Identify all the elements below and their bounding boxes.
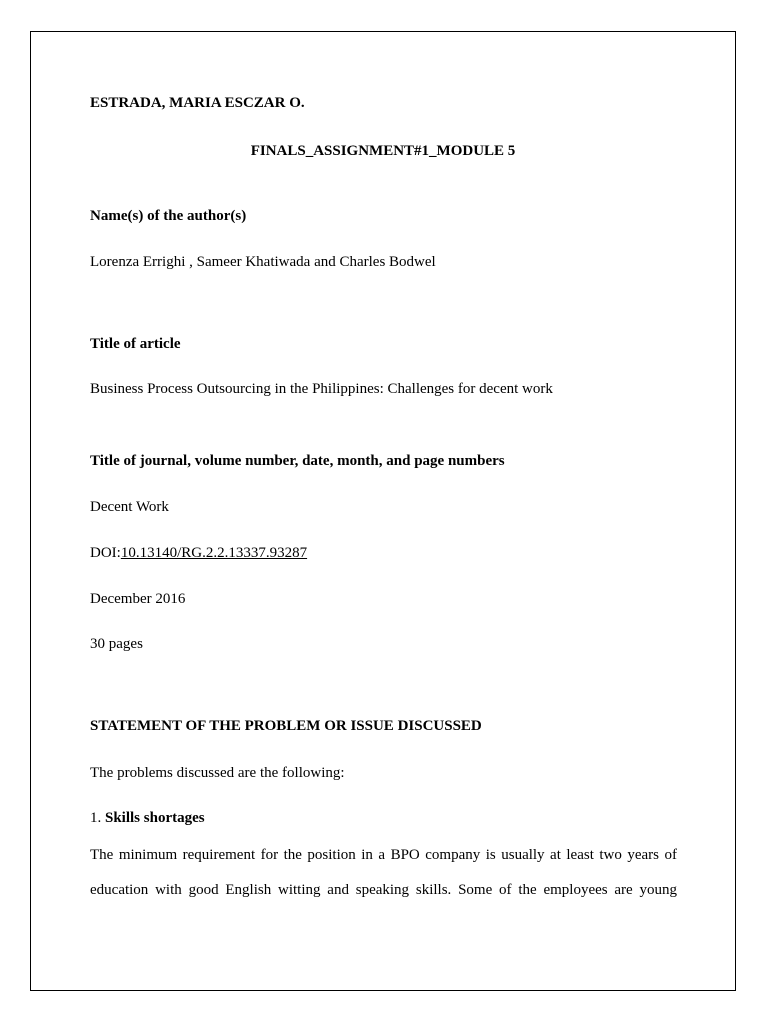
page-count: 30 pages: [90, 636, 143, 652]
article-title-heading: Title of article: [90, 336, 181, 352]
problem-heading: STATEMENT OF THE PROBLEM OR ISSUE DISCUSSED: [90, 718, 482, 734]
journal-name: Decent Work: [90, 499, 169, 515]
publication-date: December 2016: [90, 591, 186, 607]
list-item-title: Skills shortages: [105, 810, 205, 826]
doi-link[interactable]: 10.13140/RG.2.2.13337.93287: [120, 545, 308, 561]
doi-prefix: DOI:: [90, 545, 121, 561]
article-title-value: Business Process Outsourcing in the Philippines: Challenges for decent work: [90, 381, 553, 397]
list-item-number: 1.: [90, 810, 102, 826]
paragraph-line: education with good English witting and speaking skills. Some of the employees are young: [90, 882, 677, 898]
assignment-title: FINALS_ASSIGNMENT#1_MODULE 5: [250, 143, 516, 159]
authors-heading: Name(s) of the author(s): [90, 208, 247, 224]
paragraph-line: The minimum requirement for the position in a BPO company is usually at least two years of: [90, 847, 677, 863]
problem-intro: The problems discussed are the following:: [90, 765, 345, 781]
doi-line: [90, 544, 307, 562]
student-name: ESTRADA, MARIA ESCZAR O.: [90, 95, 305, 111]
authors-value: Lorenza Errighi , Sameer Khatiwada and Charles Bodwel: [90, 254, 436, 270]
journal-heading: Title of journal, volume number, date, month, and page numbers: [90, 453, 505, 469]
list-item: [90, 809, 205, 827]
